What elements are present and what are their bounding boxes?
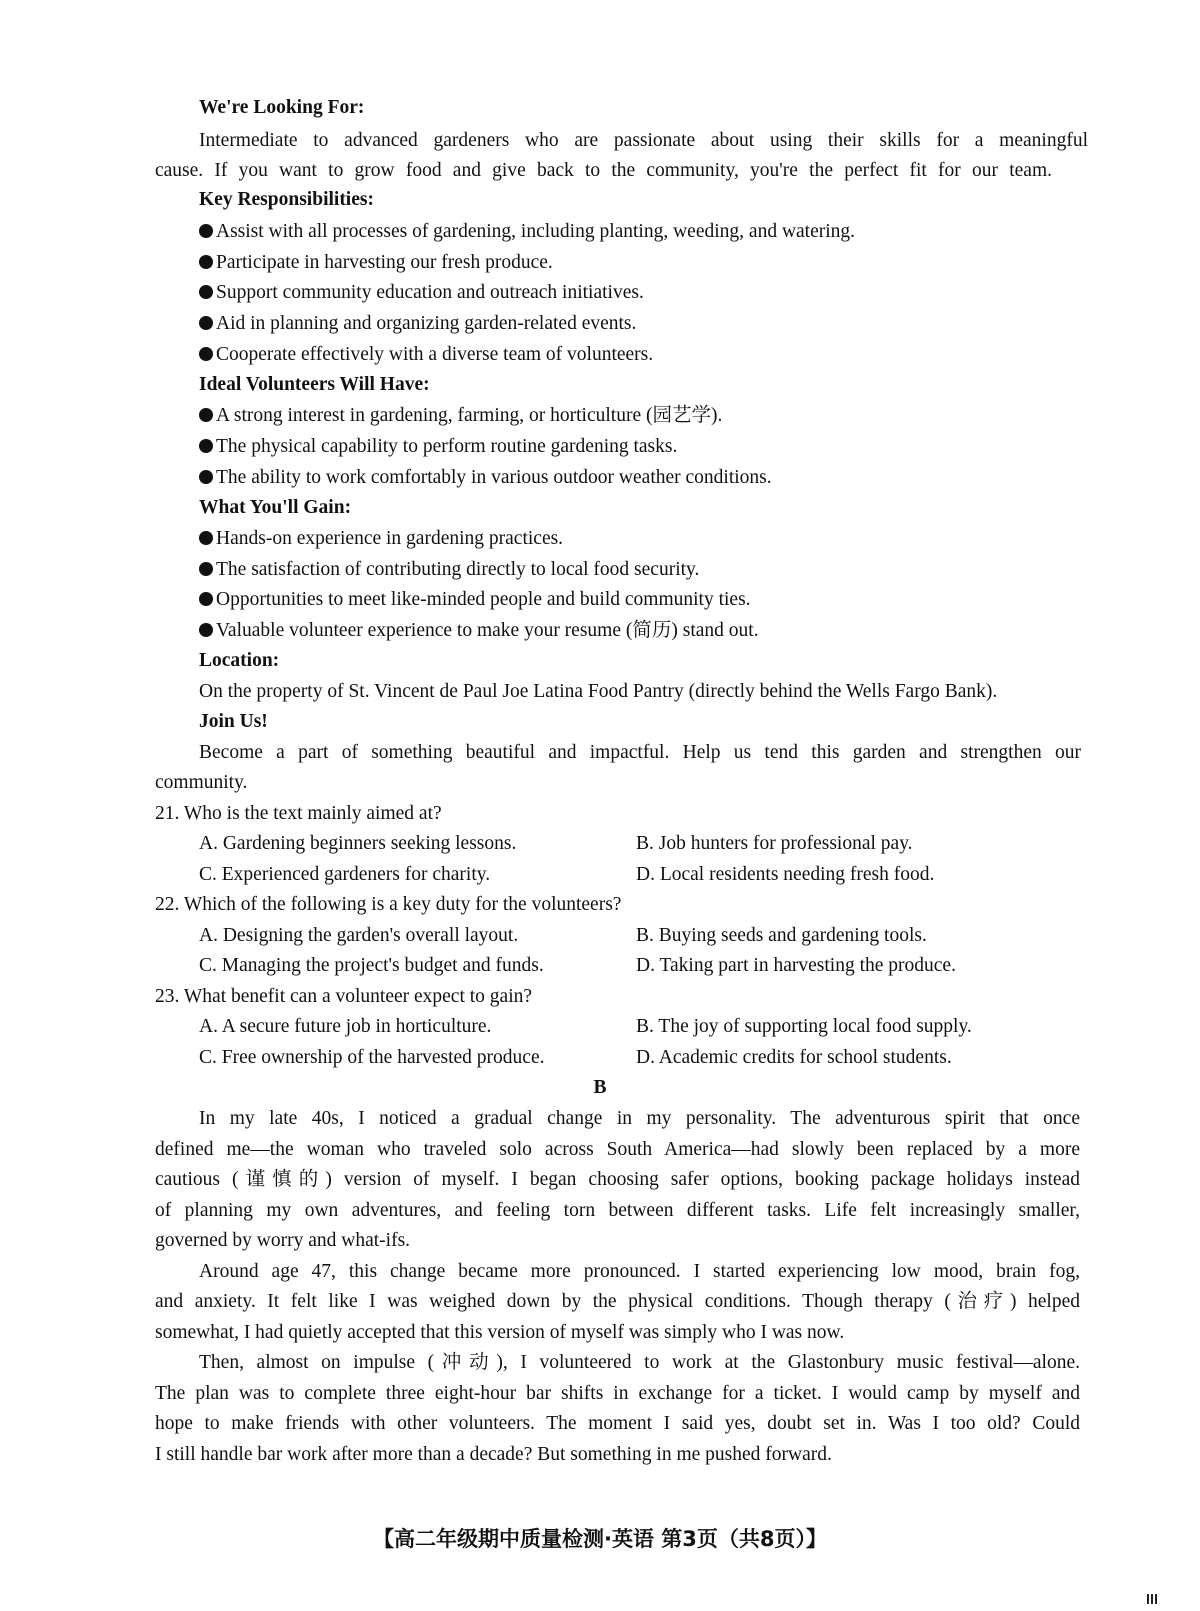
page-footer: 【高二年级期中质量检测·英语 第3页（共8页）】 xyxy=(372,1527,827,1551)
responsibility-item: Cooperate effectively with a diverse team of volunteers. xyxy=(199,345,653,365)
passage-b-line: In my late 40s, I noticed a gradual change in my personality. The adventurous spirit that once xyxy=(199,1108,1080,1129)
responsibility-item: Assist with all processes of gardening, including planting, weeding, and watering. xyxy=(199,222,855,242)
bullet-icon xyxy=(199,470,213,484)
looking-for-text-2: cause. If you want to grow food and give back to the community, you're the perfect fit for our team. xyxy=(155,160,1052,181)
question-21-option-a[interactable]: A. Gardening beginners seeking lessons. xyxy=(199,833,517,854)
passage-b-line: The plan was to complete three eight-hour bar shifts in exchange for a ticket. I would camp by myself and xyxy=(155,1383,1080,1404)
ideal-heading: Ideal Volunteers Will Have: xyxy=(199,374,430,395)
question-21-option-b[interactable]: B. Job hunters for professional pay. xyxy=(636,833,913,854)
looking-for-text-1: Intermediate to advanced gardeners who are passionate about using their skills for a meaningful xyxy=(199,130,1088,151)
looking-for-heading: We're Looking For: xyxy=(199,97,365,118)
passage-b-line: governed by worry and what-ifs. xyxy=(155,1230,411,1251)
bullet-icon xyxy=(199,531,213,545)
question-22-option-d[interactable]: D. Taking part in harvesting the produce. xyxy=(636,955,956,976)
join-text-2: community. xyxy=(155,772,248,793)
question-22: 22. Which of the following is a key duty for the volunteers? xyxy=(155,894,622,915)
gain-item: The satisfaction of contributing directly to local food security. xyxy=(199,560,699,580)
gain-heading: What You'll Gain: xyxy=(199,497,352,518)
responsibility-item: Participate in harvesting our fresh produce. xyxy=(199,253,553,273)
gain-item: Opportunities to meet like-minded people and build community ties. xyxy=(199,590,751,610)
question-23-option-c[interactable]: C. Free ownership of the harvested produce. xyxy=(199,1047,545,1068)
join-heading: Join Us! xyxy=(199,711,268,732)
bullet-icon xyxy=(199,285,213,299)
responsibility-item: Aid in planning and organizing garden-related events. xyxy=(199,314,636,334)
question-23: 23. What benefit can a volunteer expect to gain? xyxy=(155,986,533,1007)
bullet-icon xyxy=(199,562,213,576)
passage-b-line: I still handle bar work after more than a decade? But something in me pushed forward. xyxy=(155,1444,832,1465)
question-23-option-b[interactable]: B. The joy of supporting local food supply. xyxy=(636,1016,972,1037)
passage-b-line: cautious (谨慎的) version of myself. I began choosing safer options, booking package holidays instead xyxy=(155,1169,1080,1190)
bullet-icon xyxy=(199,592,213,606)
question-21: 21. Who is the text mainly aimed at? xyxy=(155,803,442,824)
passage-b-line: and anxiety. It felt like I was weighed down by the physical conditions. Though therapy (治疗) helped xyxy=(155,1291,1080,1312)
passage-b-line: of planning my own adventures, and feeling torn between different tasks. Life felt increasingly smaller, xyxy=(155,1200,1080,1221)
bullet-icon xyxy=(199,224,213,238)
ideal-item: The ability to work comfortably in various outdoor weather conditions. xyxy=(199,468,772,488)
section-b-heading: B xyxy=(593,1077,607,1098)
question-23-option-a[interactable]: A. A secure future job in horticulture. xyxy=(199,1016,492,1037)
question-22-option-b[interactable]: B. Buying seeds and gardening tools. xyxy=(636,925,927,946)
join-text-1: Become a part of something beautiful and impactful. Help us tend this garden and strengthen our xyxy=(199,742,1081,763)
question-22-option-c[interactable]: C. Managing the project's budget and funds. xyxy=(199,955,544,976)
bullet-icon xyxy=(199,623,213,637)
bullet-icon xyxy=(199,439,213,453)
bullet-icon xyxy=(199,255,213,269)
passage-b-line: hope to make friends with other volunteers. The moment I said yes, doubt set in. Was I too old? Could xyxy=(155,1413,1080,1434)
bullet-icon xyxy=(199,316,213,330)
bullet-icon xyxy=(199,408,213,422)
location-heading: Location: xyxy=(199,650,280,671)
question-21-option-c[interactable]: C. Experienced gardeners for charity. xyxy=(199,864,491,885)
bullet-icon xyxy=(199,347,213,361)
question-23-option-d[interactable]: D. Academic credits for school students. xyxy=(636,1047,952,1068)
ideal-item: A strong interest in gardening, farming, or horticulture (园艺学). xyxy=(199,406,722,426)
qr-code-icon xyxy=(1147,1594,1157,1604)
location-text: On the property of St. Vincent de Paul Joe Latina Food Pantry (directly behind the Wells Fargo Bank). xyxy=(199,681,998,702)
passage-b-line: Around age 47, this change became more pronounced. I started experiencing low mood, brain fog, xyxy=(199,1261,1080,1282)
gain-item: Valuable volunteer experience to make your resume (简历) stand out. xyxy=(199,621,759,641)
responsibilities-heading: Key Responsibilities: xyxy=(199,189,374,210)
passage-b-line: defined me—the woman who traveled solo across South America—had slowly been replaced by a more xyxy=(155,1139,1080,1160)
gain-item: Hands-on experience in gardening practices. xyxy=(199,529,563,549)
question-22-option-a[interactable]: A. Designing the garden's overall layout. xyxy=(199,925,519,946)
passage-b-line: Then, almost on impulse (冲动), I volunteered to work at the Glastonbury music festival—alone. xyxy=(199,1352,1080,1373)
question-21-option-d[interactable]: D. Local residents needing fresh food. xyxy=(636,864,935,885)
responsibility-item: Support community education and outreach initiatives. xyxy=(199,283,644,303)
ideal-item: The physical capability to perform routine gardening tasks. xyxy=(199,437,677,457)
passage-b-line: somewhat, I had quietly accepted that this version of myself was simply who I was now. xyxy=(155,1322,845,1343)
